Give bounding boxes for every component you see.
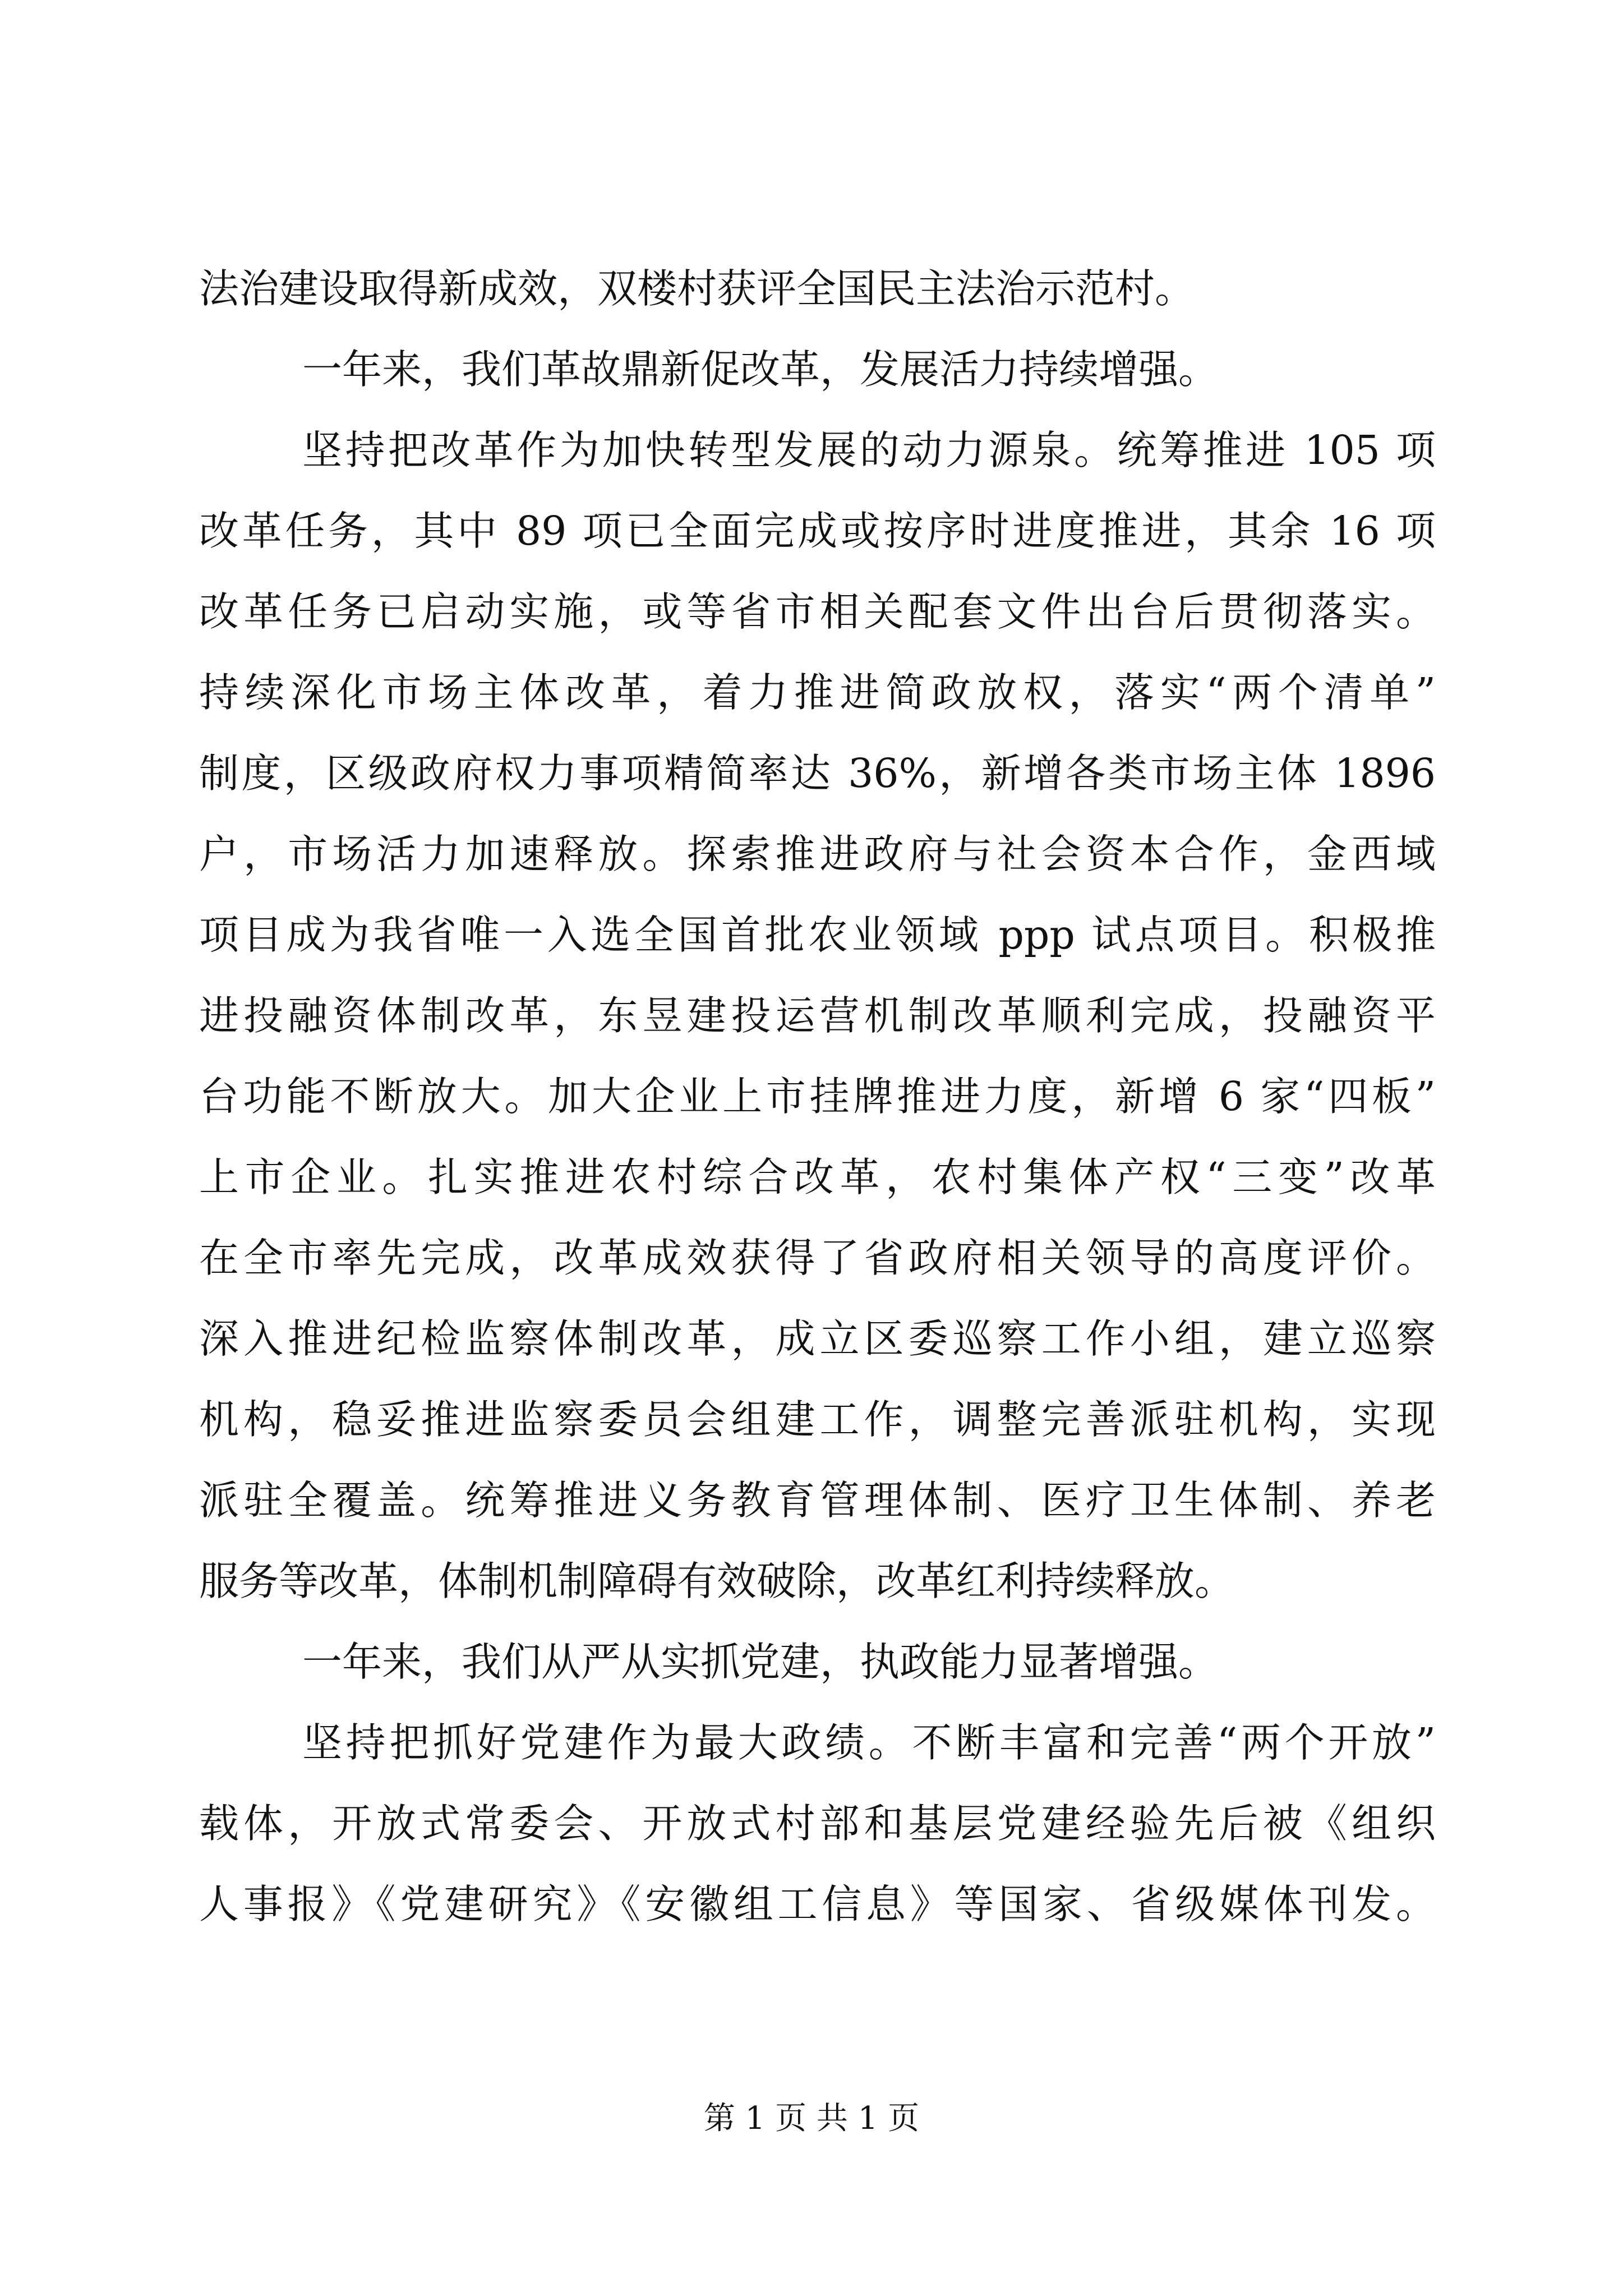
text-line: 项目成为我省唯一入选全国首批农业领域 ppp 试点项目。积极推 — [199, 912, 1436, 958]
text-line: 载体，开放式常委会、开放式村部和基层党建经验先后被《组织 — [199, 1800, 1436, 1847]
text-line: 人事报》《党建研究》《安徽组工信息》等国家、省级媒体刊发。 — [199, 1881, 1436, 1927]
page-number-footer: 第 1 页 共 1 页 — [703, 2100, 920, 2137]
paragraph-heading-line: 一年来，我们从严从实抓党建，执政能力显著增强。 — [302, 1639, 1219, 1685]
text-line: 制度，区级政府权力事项精简率达 36%，新增各类市场主体 1896 — [199, 750, 1436, 797]
text-line: 坚持把抓好党建作为最大政绩。不断丰富和完善“两个开放” — [302, 1719, 1436, 1766]
text-line: 改革任务，其中 89 项已全面完成或按序时进度推进，其余 16 项 — [199, 508, 1436, 554]
text-line: 持续深化市场主体改革，着力推进简政放权，落实“两个清单” — [199, 669, 1436, 716]
text-line: 上市企业。扎实推进农村综合改革，农村集体产权“三变”改革 — [199, 1154, 1436, 1200]
text-line: 派驻全覆盖。统筹推进义务教育管理体制、医疗卫生体制、养老 — [199, 1477, 1436, 1524]
text-line: 坚持把改革作为加快转型发展的动力源泉。统筹推进 105 项 — [302, 427, 1436, 473]
text-line: 户，市场活力加速释放。探索推进政府与社会资本合作，金西域 — [199, 831, 1436, 877]
text-line: 台功能不断放大。加大企业上市挂牌推进力度，新增 6 家“四板” — [199, 1073, 1436, 1120]
text-line: 进投融资体制改革，东昱建投运营机制改革顺利完成，投融资平 — [199, 992, 1436, 1039]
text-line: 法治建设取得新成效，双楼村获评全国民主法治示范村。 — [199, 265, 1195, 312]
text-line: 服务等改革，体制机制障碍有效破除，改革红利持续释放。 — [199, 1558, 1235, 1604]
text-line: 改革任务已启动实施，或等省市相关配套文件出台后贯彻落实。 — [199, 588, 1436, 635]
text-line: 深入推进纪检监察体制改革，成立区委巡察工作小组，建立巡察 — [199, 1315, 1436, 1362]
text-line: 在全市率先完成，改革成效获得了省政府相关领导的高度评价。 — [199, 1235, 1436, 1281]
paragraph-heading-line: 一年来，我们革故鼎新促改革，发展活力持续增强。 — [302, 346, 1219, 393]
text-line: 机构，稳妥推进监察委员会组建工作，调整完善派驻机构，实现 — [199, 1396, 1436, 1443]
